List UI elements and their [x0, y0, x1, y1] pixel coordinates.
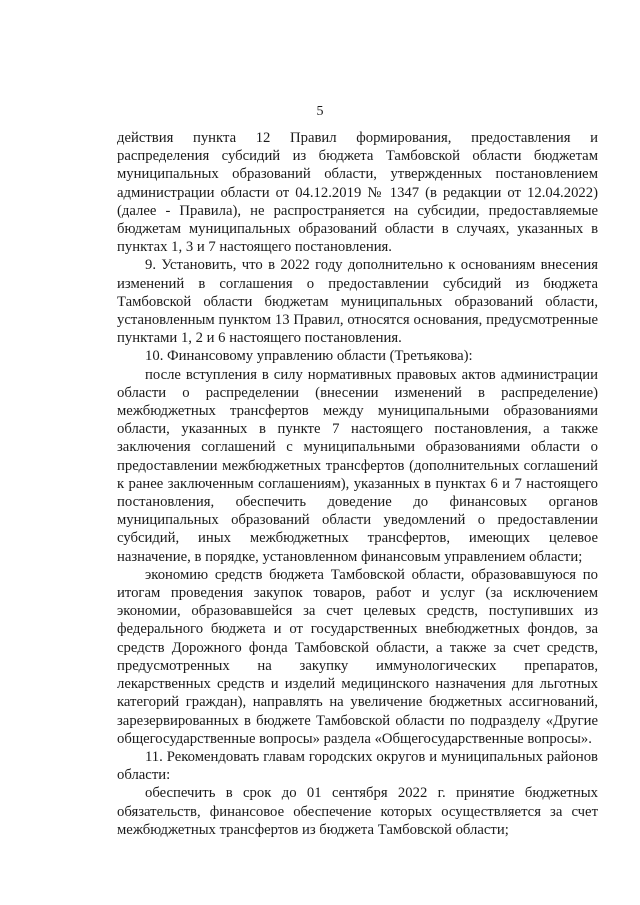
paragraph-continuation: действия пункта 12 Правил формирования, предоставления и распределения субсидий из бюджета Тамбовской области бюджетам муниципальных образований области, утвержденных постановлением администрации области от 04.12.2019 № 1347 (в редакции от 12.04.2022) (далее - Правила), не распространяется на субсидии, предоставляемые бюджетам муниципальных образований области в случаях, указанных в пунктах 1, 3 и 7 настоящего постановления. [117, 130, 598, 256]
page-number: 5 [316, 104, 324, 119]
paragraph-item-11: 11. Рекомендовать главам городских округов и муниципальных районов области: [117, 748, 598, 784]
paragraph-item-10-sub-2: экономию средств бюджета Тамбовской области, образовавшуюся по итогам проведения закупок товаров, работ и услуг (за исключением экономии, образовавшейся за счет целевых средств, поступивших из федерального бюджета и от государственных внебюджетных фондов, за средств Дорожного фонда Тамбовской области, а также за счет средств, предусмотренных на закупку иммунологических препаратов, лекарственных средств и изделий медицинского назначения для льготных категорий граждан), направлять на увеличение бюджетных ассигнований, зарезервированных в бюджете Тамбовской области по подразделу «Другие общегосударственные вопросы» раздела «Общегосударственные вопросы». [117, 566, 598, 747]
paragraph-item-10-sub-1: после вступления в силу нормативных правовых актов администрации области о распределении (внесении изменений в распределение) межбюджетных трансфертов между муниципальными образованиями области, указанных в пункте 7 настоящего постановления, а также заключения соглашений с муниципальными образованиями области о предоставлении межбюджетных трансфертов (дополнительных соглашений к ранее заключенным соглашениям), указанных в пунктах 6 и 7 настоящего постановления, обеспечить доведение до финансовых органов муниципальных образований области уведомлений о предоставлении субсидий, иных межбюджетных трансфертов, имеющих целевое назначение, в порядке, установленном финансовым управлением области; [117, 366, 598, 565]
paragraph-item-10: 10. Финансовому управлению области (Третьякова): [145, 348, 473, 365]
paragraph-item-11-sub-1: обеспечить в срок до 01 сентября 2022 г. принятие бюджетных обязательств, финансовое обеспечение которых осуществляется за счет межбюджетных трансфертов из бюджета Тамбовской области; [117, 785, 598, 838]
paragraph-item-9: 9. Установить, что в 2022 году дополнительно к основаниям внесения изменений в соглашения о предоставлении субсидий из бюджета Тамбовской области бюджетам муниципальных образований области, установленным пунктом 13 Правил, относятся основания, предусмотренные пунктами 1, 2 и 6 настоящего постановления. [117, 257, 598, 347]
document-body [117, 129, 598, 839]
